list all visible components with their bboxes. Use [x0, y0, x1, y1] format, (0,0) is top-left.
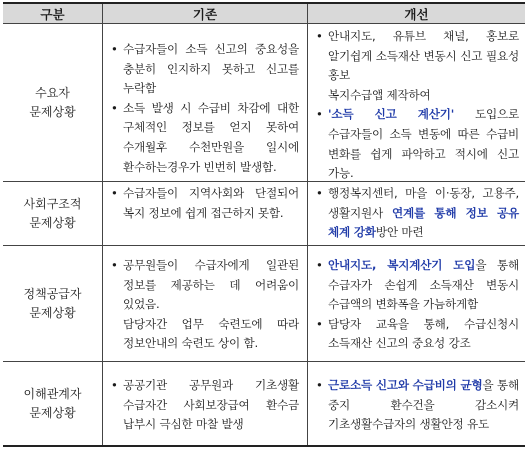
- header-category: 구분: [3, 4, 103, 23]
- list-item: • 안내지도, 유튜브 채널, 홍보로 알기쉽게 소득재산 변동시 신고 필요성 홍보: [316, 29, 519, 83]
- table-header-row: [3, 4, 525, 24]
- header-existing: 기존: [103, 4, 308, 23]
- list-item: 담당자간 업무 숙련도에 따라 정보안내의 숙련도 상이 함.: [123, 316, 299, 351]
- existing-cell: [103, 362, 308, 445]
- category-cell: [3, 246, 103, 361]
- list-item: • 수급자들이 지역사회와 단절되어 복지 정보에 쉽게 접근하지 못함.: [111, 186, 299, 220]
- list-item: • '소득 신고 계산기' 도입으로 수급자들이 소득 변동에 따른 수급비 변화를 쉽게 파악하고 적시에 신고 가능.: [316, 107, 520, 181]
- list-item: • 행정복지센터, 마을 이·동장, 고용주, 생활지원사 연계를 통해 정보 공유 체계 강화방안 마련: [316, 186, 519, 240]
- table-row-demand: [3, 24, 525, 182]
- table-row-social: [3, 182, 525, 246]
- category-cell: [3, 182, 103, 245]
- comparison-table: [3, 2, 525, 447]
- improved-cell: [308, 246, 525, 361]
- existing-cell: [103, 246, 308, 361]
- list-item: • 공공기관 공무원과 기초생활 수급자간 사회보장급여 환수금 납부시 극심한 마찰 발생: [111, 378, 299, 432]
- existing-cell: [103, 24, 308, 181]
- list-item: • 공무원들이 수급자에게 일관된 정보를 제공하는 데 어려움이 있었음.: [111, 258, 299, 312]
- improved-cell: [308, 362, 525, 445]
- list-item: • 소득 발생 시 수급비 차감에 대한 구체적인 정보를 얻지 못하여 수개월후 수천만원을 일시에 환수하는경우가 빈번히 발생함.: [111, 100, 299, 174]
- header-improved: 개선: [404, 6, 429, 22]
- category-cell: [3, 24, 103, 181]
- category-line: 문제상황: [29, 104, 76, 119]
- category-line: 이해관계자: [23, 386, 82, 401]
- list-item: • 근로소득 신고와 수급비의 균형을 통해 중지 환수건을 감소시켜 기초생활수급자의 생활안정 유도: [316, 378, 519, 432]
- list-item: • 담당자 교육을 통해, 수급신청시 소득재산 신고의 중요성 강조: [316, 316, 519, 351]
- category-line: 문제상황: [29, 215, 76, 230]
- category-line: 수요자: [35, 85, 70, 100]
- category-line: 문제상황: [29, 405, 76, 420]
- improved-cell: [308, 24, 525, 181]
- category-line: 사회구조적: [23, 196, 82, 211]
- improved-cell: [308, 182, 525, 245]
- table-row-stakeholder: [3, 362, 525, 445]
- table-row-policy: [3, 246, 525, 362]
- category-line: 문제상황: [29, 305, 76, 320]
- category-line: 정책공급자: [23, 286, 82, 301]
- list-item-continuation: 복지수급앱 제작하여: [328, 87, 431, 102]
- list-item: • 수급자들이 소득 신고의 중요성을 충분히 인지하지 못하고 신고를 누락함: [111, 42, 299, 96]
- existing-cell: [103, 182, 308, 245]
- list-item: • 안내지도, 복지계산기 도입을 통해 수급자가 손쉽게 소득재산 변동시 수급액의 변화폭을 가늠하게함: [316, 258, 520, 312]
- category-cell: [3, 362, 103, 445]
